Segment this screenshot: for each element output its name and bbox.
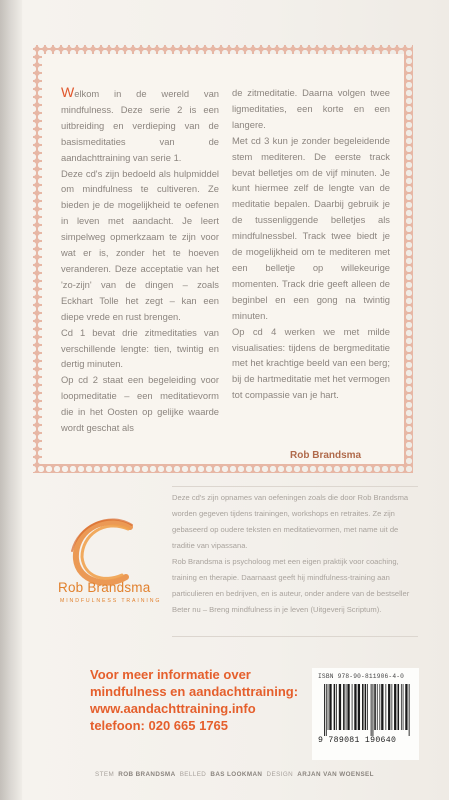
credit-design-label: DESIGN <box>266 771 294 778</box>
barcode-number: 9 789081 190640 <box>318 736 397 745</box>
intro-paragraph-5: de zitmeditatie. Daarna volgen twee ligmeditaties, een korte en een langere. <box>232 87 390 130</box>
barcode-bar <box>347 684 349 730</box>
barcode-bar <box>372 684 373 736</box>
barcode-bar <box>346 684 347 730</box>
barcode-bar <box>388 684 390 730</box>
bio-divider-bottom <box>172 636 418 637</box>
info-phone: telefoon: 020 665 1765 <box>90 718 229 733</box>
barcode-bar <box>377 684 378 730</box>
barcode-bar <box>391 684 392 730</box>
info-line-1: Voor meer informatie over <box>90 667 251 682</box>
logo-name: Rob Brandsma <box>58 580 151 595</box>
barcode-bar <box>352 684 353 730</box>
intro-paragraph-3: Cd 1 bevat drie zitmeditaties van verschillende lengte: tien, twintig en dertig minuten. <box>61 326 219 370</box>
intro-paragraph-2: Deze cd's zijn bedoeld als hulpmiddel om mindfulness te cultiveren. Ze bieden je de mogelijkheid te oefenen in leven met aandacht. Je leert simpelweg opmerkzaam te zijn voor wat er is, zonder het te hoeven veranderen. Deze acceptatie van het 'zo-zijn' van de dingen – zoals Eckhart Tolle het zegt – kan een diepe vrede en rust brengen. <box>61 167 219 322</box>
barcode-bar <box>328 684 329 730</box>
barcode-bar <box>381 684 383 730</box>
barcode-bar <box>379 684 380 730</box>
credit-stem-label: STEM <box>95 771 115 778</box>
credits-line <box>95 771 376 778</box>
bio-paragraph-2: Rob Brandsma is psycholoog met een eigen praktijk voor coaching, training en therapie. Daarnaast geeft hij mindfulness-training aan particulieren en bedrijven, en is auteur, onder andere van de bestseller Beter nu – Breng mindfulness in je leven (Uitgeverij Scriptum). <box>172 557 410 614</box>
barcode-bar <box>367 684 368 730</box>
barcode-bar <box>403 684 404 730</box>
barcode-bar <box>339 684 341 730</box>
dropcap: W <box>61 84 75 100</box>
barcode-bar <box>398 684 400 730</box>
info-website: www.aandachttraining.info <box>90 701 256 716</box>
intro-paragraph-1: Welkom in de wereld van mindfulness. Deze serie 2 is een uitbreiding en verdieping van de basismeditaties van de aandachttraining van serie 1. <box>61 84 219 163</box>
barcode-bar <box>354 684 356 730</box>
barcode-bar <box>362 684 364 730</box>
barcode-bar <box>334 684 336 730</box>
intro-text-right <box>232 85 390 403</box>
spine-shadow <box>0 0 22 800</box>
credit-belled-name: BAS LOOKMAN <box>210 771 263 778</box>
barcode-bar <box>343 684 345 730</box>
barcode-bar <box>385 684 386 730</box>
credit-belled-label: BELLED <box>179 771 207 778</box>
intro-paragraph-6: Met cd 3 kun je zonder begeleidende stem mediteren. De eerste track bevat belletjes om de vijf minuten. Je kunt hiermee zelf de lengte van de meditatie bepalen. Daarbij gebruik je de tussenliggende belletjes als mindfulnessbel. Track twee biedt je de mogelijkheid om te mediteren met een belletje op willekeurige momenten. Track drie geeft alleen de beginbel en een gong na twintig minuten. <box>232 134 390 321</box>
barcode-bar <box>358 684 360 730</box>
bio-divider-top <box>172 486 418 487</box>
credit-design-name: ARJAN VAN WOENSEL <box>297 771 374 778</box>
intro-paragraph-7: Op cd 4 werken we met milde visualisaties: tijdens de bergmeditatie met het krachtige beeld van een berg; bij de hartmeditatie met het vermogen tot compassie van je hart. <box>232 325 390 401</box>
barcode-bar <box>336 684 337 730</box>
intro-text-left <box>61 85 219 436</box>
contact-info <box>90 666 298 734</box>
author-signature: Rob Brandsma <box>290 450 362 461</box>
barcode-bar <box>365 684 367 730</box>
credit-stem-name: ROB BRANDSMA <box>118 771 176 778</box>
barcode-bar <box>394 684 396 730</box>
barcode-bar <box>329 684 331 730</box>
isbn-label: ISBN 978-90-811906-4-0 <box>318 673 405 680</box>
barcode-bar <box>324 684 325 736</box>
bio-paragraph-1: Deze cd's zijn opnames van oefeningen zoals die door Rob Brandsma worden gegeven tijdens trainingen, workshops en retraites. Ze zijn gebaseerd op oudere teksten en meditatievormen, met name uit de traditie van vipassana. <box>172 493 409 550</box>
author-bio <box>172 490 418 618</box>
barcode-bar <box>374 684 376 730</box>
intro-paragraph-4: Op cd 2 staat een begeleiding voor loopmeditatie – een meditatievorm die in het Oosten op gelijke waarde wordt geschat als <box>61 374 219 434</box>
logo-subtitle: MINDFULNESS TRAINING <box>60 598 162 604</box>
enso-circle-icon <box>60 505 160 625</box>
barcode <box>324 684 410 736</box>
barcode-bar <box>401 684 402 730</box>
barcode-bar <box>371 684 372 736</box>
info-line-2: mindfulness en aandachttraining: <box>90 684 299 699</box>
barcode-bar <box>409 684 410 736</box>
barcode-bar <box>326 684 327 736</box>
barcode-bar <box>405 684 407 730</box>
